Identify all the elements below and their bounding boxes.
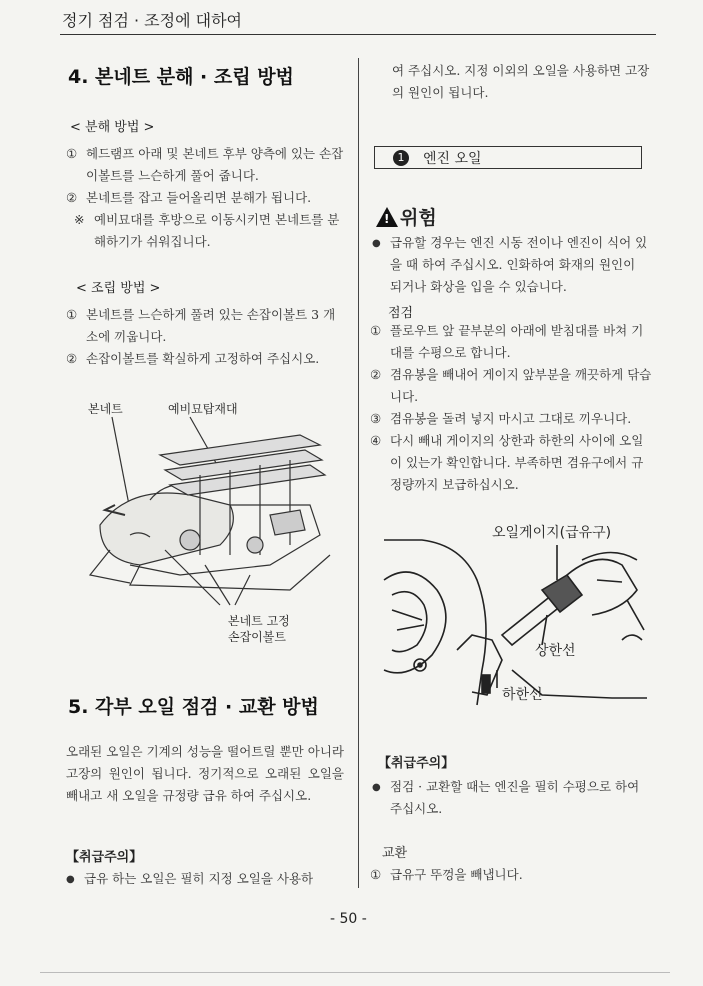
section-5-intro: 오래된 오일은 기계의 성능을 떨어트릴 뿐만 아니라 고장의 원인이 됩니다. 정기적으로 오래된 오일을 빼내고 새 오일을 규정량 급유 하여 주십시오. <box>66 744 344 803</box>
bullet-icon: ● <box>372 238 381 249</box>
inspection-heading: 점검 <box>388 306 414 321</box>
column-divider <box>358 58 359 888</box>
item-number: ① <box>370 323 382 338</box>
assembly-item <box>66 304 346 348</box>
replace-list <box>370 864 652 886</box>
inspection-item <box>370 408 652 430</box>
disassembly-heading: < 분해 방법 > <box>70 120 155 135</box>
figure-label-tray: 예비묘탑재대 <box>168 402 238 416</box>
item-number: ③ <box>370 411 382 426</box>
right-caution-heading: 【취급주의】 <box>378 756 455 771</box>
left-caution-heading: 【취급주의】 <box>66 850 143 865</box>
item-text: 겸유봉을 돌려 넣지 마시고 그대로 끼우니다. <box>390 411 632 426</box>
item-text: 본네트를 잡고 들어올리면 분해가 됩니다. <box>86 190 312 205</box>
figure-label-bolt-2: 손잡이볼트 <box>228 630 286 644</box>
caution-text: 점검 · 교환할 때는 엔진을 필히 수평으로 하여 주십시오. <box>390 779 640 816</box>
right-caution-item <box>372 776 652 820</box>
danger-title: 위험 <box>400 207 437 229</box>
figure-label-bonnet: 본네트 <box>88 402 123 416</box>
engine-oil-label: 엔진 오일 <box>423 150 482 167</box>
item-text: 겸유봉을 빼내어 게이지 앞부분을 깨끗하게 닦습니다. <box>390 367 652 404</box>
disassembly-note <box>66 209 346 253</box>
engine-oil-box <box>374 146 642 169</box>
item-number: ② <box>66 351 78 366</box>
caution-text: 급유 하는 오일은 필히 지정 오일을 사용하 <box>84 871 314 886</box>
inspection-item <box>370 430 652 496</box>
disassembly-item <box>66 187 346 209</box>
item-text: 플로우트 앞 끝부분의 아래에 받침대를 바쳐 기대를 수평으로 합니다. <box>390 323 644 360</box>
item-number: ① <box>370 867 382 882</box>
continued-text: 여 주십시오. 지정 이외의 오일을 사용하면 고장의 원인이 됩니다. <box>392 63 650 100</box>
item-number: ① <box>66 307 78 322</box>
disassembly-item <box>66 143 346 187</box>
item-number: ① <box>66 146 78 161</box>
bonnet-illustration <box>70 415 345 615</box>
assembly-heading: < 조립 방법 > <box>76 281 161 296</box>
item-number: ② <box>66 190 78 205</box>
page-number: - 50 - <box>330 911 367 927</box>
bullet-icon: ● <box>372 782 381 793</box>
header-rule <box>60 34 656 35</box>
inspection-item <box>370 320 652 364</box>
figure-label-upper: 상한선 <box>535 643 576 659</box>
figure-label-gauge: 오일게이지(급유구) <box>490 522 613 542</box>
assembly-item <box>66 348 346 370</box>
section-4-title: 4. 본네트 분해 · 조립 방법 <box>68 66 294 88</box>
item-text: 헤드램프 아래 및 본네트 후부 양측에 있는 손잡이볼트를 느슨하게 풀어 줍니다. <box>86 146 344 183</box>
item-text: 다시 빼내 게이지의 상한과 하한의 사이에 오일이 있는가 확인합니다. 부족하면 겸유구에서 규정량까지 보급하십시오. <box>390 433 644 492</box>
oil-gauge-illustration <box>382 520 652 710</box>
page-header-title: 정기 점검 · 조정에 대하여 <box>62 11 242 30</box>
note-mark: ※ <box>74 212 85 227</box>
bottom-rule <box>40 972 670 973</box>
warning-icon: ! <box>376 207 398 227</box>
section-5-title: 5. 각부 오일 점검 · 교환 방법 <box>68 696 319 718</box>
replace-heading: 교환 <box>382 846 408 861</box>
number-badge: 1 <box>393 150 409 166</box>
figure-label-lower: 하한선 <box>502 687 543 703</box>
replace-item <box>370 864 652 886</box>
item-number: ④ <box>370 433 382 448</box>
item-text: 손잡이볼트를 확실하게 고정하여 주십시오. <box>86 351 320 366</box>
item-text: 본네트를 느슨하게 풀려 있는 손잡이볼트 3 개소에 끼웁니다. <box>86 307 336 344</box>
inspection-list <box>370 320 652 496</box>
figure-label-bolt-1: 본네트 고정 <box>228 614 290 628</box>
item-number: ② <box>370 367 382 382</box>
danger-heading <box>376 203 437 230</box>
bullet-icon: ● <box>66 874 75 885</box>
item-text: 급유구 뚜껑을 빼냅니다. <box>390 867 523 882</box>
disassembly-list <box>66 143 346 253</box>
left-caution-item <box>66 868 346 891</box>
danger-item <box>372 232 650 298</box>
note-text: 예비묘대를 후방으로 이동시키면 본네트를 분해하기가 쉬워집니다. <box>94 212 340 249</box>
inspection-item <box>370 364 652 408</box>
assembly-list <box>66 304 346 370</box>
danger-text: 급유할 경우는 엔진 시동 전이나 엔진이 식어 있을 때 하여 주십시오. 인화하여 화재의 원인이 되거나 화상을 입을 수 있습니다. <box>390 235 648 294</box>
